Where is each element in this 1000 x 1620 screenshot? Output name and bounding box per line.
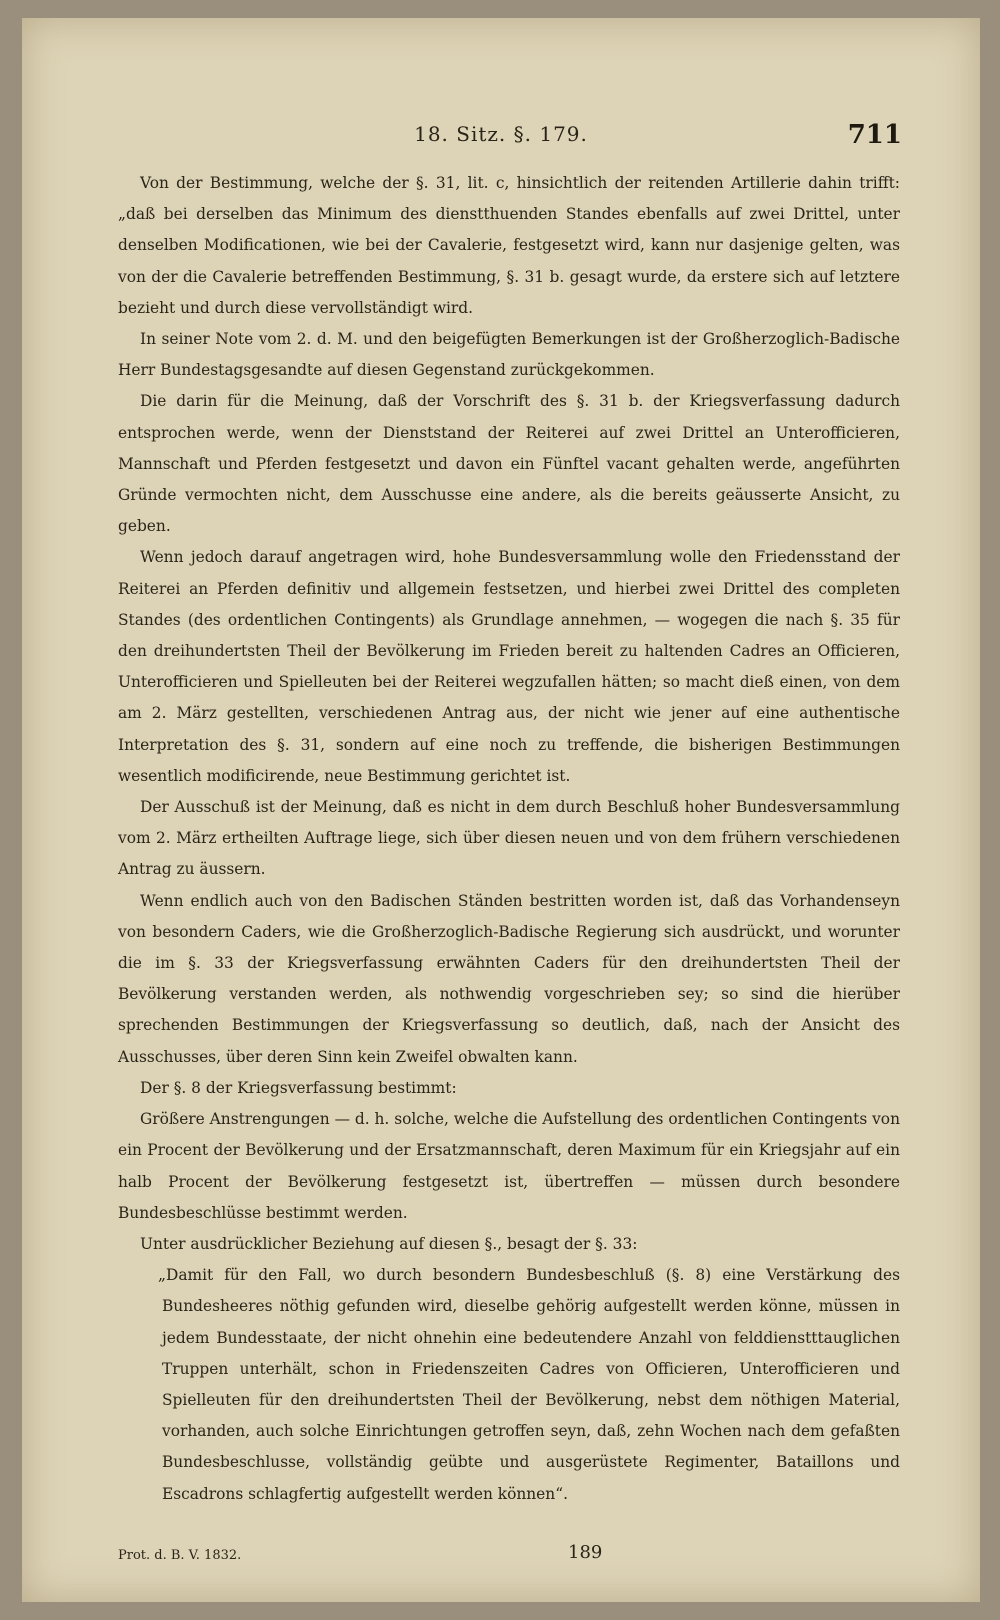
document-page	[22, 18, 980, 1602]
block-quote: „Damit für den Fall, wo durch besondern Bundesbeschluß (§. 8) eine Verstärkung des Bundesheeres nöthig gefunden wird, dieselbe gehörig aufgestellt werden könne, müssen in jedem Bundesstaate, der nicht ohnehin eine bedeutendere Anzahl von felddienstttauglichen Truppen unterhält, schon in Friedenszeiten Cadres von Officieren, Unterofficieren und Spielleuten für den dreihundertsten Theil der Bevölkerung, nebst dem nöthigen Material, vorhanden, auch solche Einrichtungen getroffen seyn, daß, zehn Wochen nach dem gefaßten Bundesbeschlusse, vollständig geübte und ausgerüstete Regimenter, Bataillons und Escadrons schlagfertig aufgestellt werden können“.	[158, 1266, 900, 1503]
paragraph: Die darin für die Meinung, daß der Vorschrift des §. 31 b. der Kriegsverfassung dadurch entsprochen werde, wenn der Dienststand der Reiterei auf zwei Drittel an Unterofficieren, Mannschaft und Pferden festgesetzt und davon ein Fünftel vacant gehalten werde, angeführten Gründe vermochten nicht, dem Ausschusse eine andere, als die bereits geäusserte Ansicht, zu geben.	[118, 392, 900, 536]
paragraph: Wenn jedoch darauf angetragen wird, hohe Bundesversammlung wolle den Friedensstand der Reiterei an Pferden definitiv und allgemein festsetzen, und hierbei zwei Drittel des completen Standes (des ordentlichen Contingents) als Grundlage annehmen, — wogegen die nach §. 35 für den dreihundertsten Theil der Bevölkerung im Frieden bereit zu haltenden Cadres an Officieren, Unterofficieren und Spielleuten bei der Reiterei wegzufallen hätten; so macht dieß einen, von dem am 2. März gestellten, verschiedenen Antrag aus, der nicht wie jener auf eine authentische Interpretation des §. 31, sondern auf eine noch zu treffende, die bisherigen Bestimmungen wesentlich modificirende, neue Bestimmung gerichtet ist.	[118, 548, 900, 785]
sheet-number: 189	[568, 1542, 603, 1563]
paragraph: Der §. 8 der Kriegsverfassung bestimmt:	[140, 1078, 457, 1097]
paragraph: Unter ausdrücklicher Beziehung auf diesen §., besagt der §. 33:	[140, 1234, 638, 1253]
paragraph: Von der Bestimmung, welche der §. 31, lit. c, hinsichtlich der reitenden Artillerie dahin trifft: „daß bei derselben das Minimum des dienstthuenden Standes ebenfalls auf zwei Drittel, unter denselben Modificationen, wie bei der Cavalerie, festgesetzt wird, kann nur dasjenige gelten, was von der die Cavalerie betreffenden Bestimmung, §. 31 b. gesagt wurde, da erstere sich auf letztere bezieht und durch diese vervollständigt wird.	[118, 174, 900, 317]
paragraph: Wenn endlich auch von den Badischen Ständen bestritten worden ist, daß das Vorhandenseyn von besondern Caders, wie die Großherzoglich-Badische Regierung sich ausdrückt, und worunter die im §. 33 der Kriegsverfassung erwähnten Caders für den dreihundertsten Theil der Bevölkerung verstanden werden, als nothwendig vorgeschrieben sey; so sind die hierüber sprechenden Bestimmungen der Kriegsverfassung so deutlich, daß, nach der Ansicht des Ausschusses, über deren Sinn kein Zweifel obwalten kann.	[118, 891, 900, 1066]
page-number: 711	[847, 120, 902, 150]
page-header	[22, 122, 980, 152]
paragraph: Der Ausschuß ist der Meinung, daß es nicht in dem durch Beschluß hoher Bundesversammlung vom 2. März ertheilten Auftrage liege, sich über diesen neuen und von dem frühern verschiedenen Antrag zu äussern.	[118, 798, 900, 879]
running-head: 18. Sitz. §. 179.	[414, 122, 588, 146]
signature-mark: Prot. d. B. V. 1832.	[118, 1548, 242, 1563]
paragraph: In seiner Note vom 2. d. M. und den beigefügten Bemerkungen ist der Großherzoglich-Badische Herr Bundestagsgesandte auf diesen Gegenstand zurückgekommen.	[118, 330, 900, 380]
paragraph: Größere Anstrengungen — d. h. solche, welche die Aufstellung des ordentlichen Contingents von ein Procent der Bevölkerung und der Ersatzmannschaft, deren Maximum für ein Kriegsjahr auf ein halb Procent der Bevölkerung festgesetzt ist, übertreffen — müssen durch besondere Bundesbeschlüsse bestimmt werden.	[118, 1110, 900, 1222]
page-body	[118, 168, 900, 1510]
